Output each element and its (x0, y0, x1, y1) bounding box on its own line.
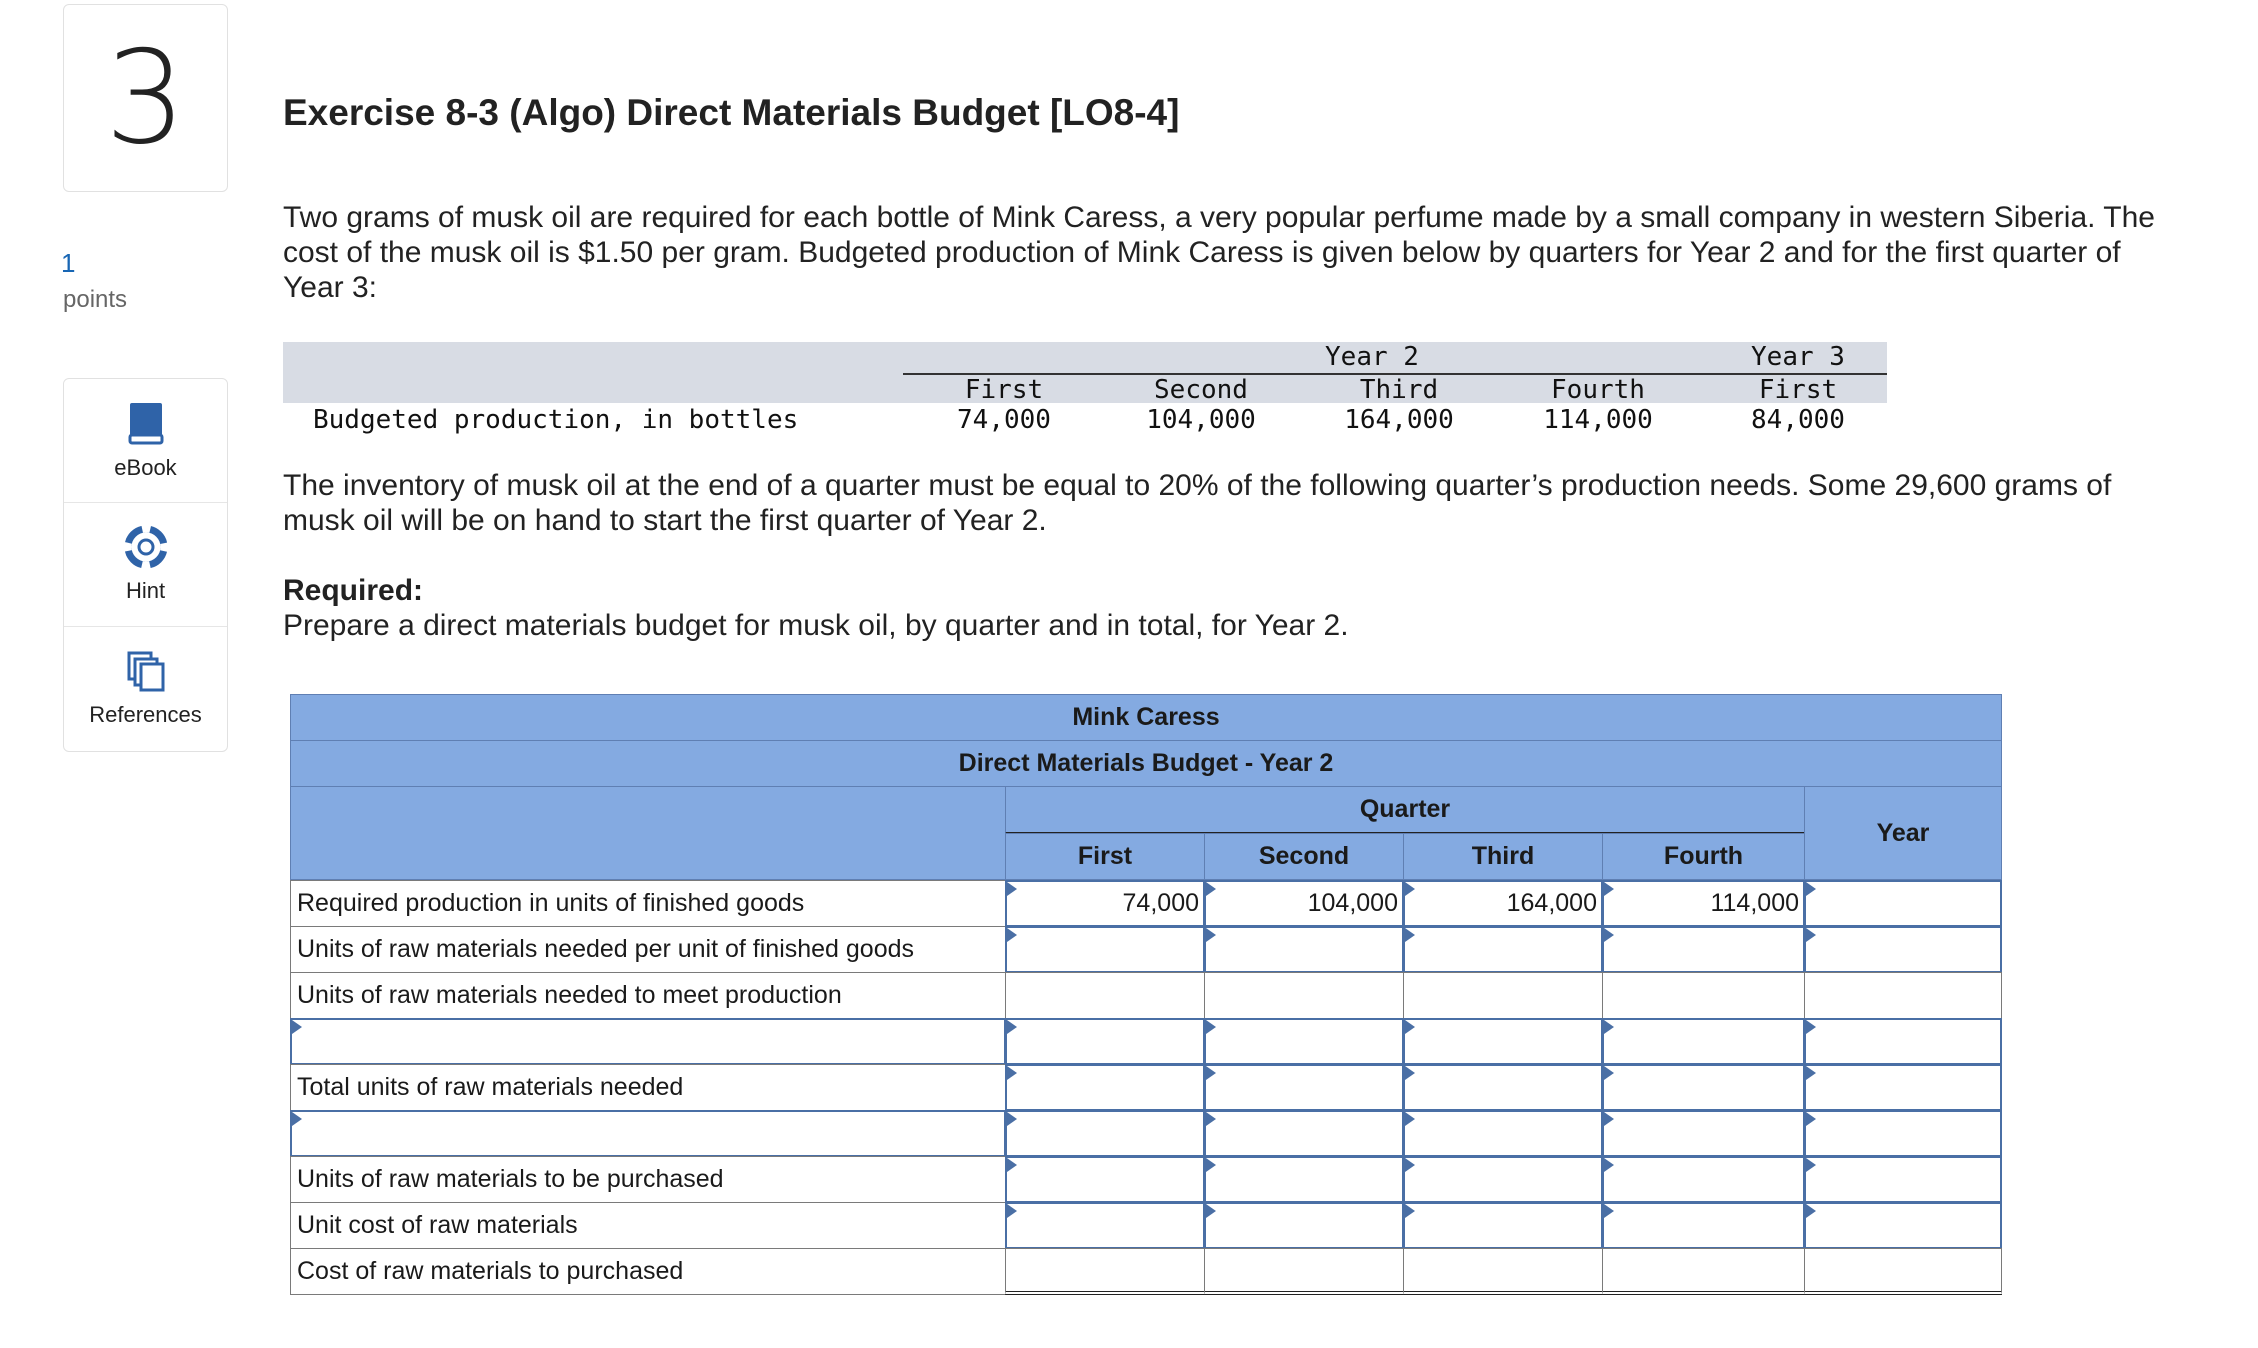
ebook-label: eBook (114, 454, 177, 480)
quarter-header: Third (1359, 375, 1439, 405)
input-cell[interactable] (1403, 1156, 1603, 1203)
input-cell[interactable] (1204, 1202, 1404, 1249)
question-number: 3 (63, 4, 228, 192)
input-cell[interactable] (1804, 1018, 2002, 1065)
row-label-input[interactable] (290, 1110, 1006, 1157)
input-cell[interactable] (1204, 926, 1404, 973)
quarter-header: Second (1154, 375, 1248, 405)
year3-header: Year 3 (1751, 342, 1845, 372)
column-header: Fourth (1602, 833, 1805, 880)
column-header: Third (1403, 833, 1603, 880)
input-cell[interactable] (1602, 1018, 1805, 1065)
quarter-header: First (1758, 375, 1838, 405)
input-cell[interactable] (1602, 1110, 1805, 1157)
input-cell[interactable] (1204, 1110, 1404, 1157)
direct-materials-budget (290, 694, 2002, 1294)
input-cell[interactable] (1005, 1064, 1205, 1111)
book-icon (126, 401, 166, 445)
column-header: First (1005, 833, 1205, 880)
computed-cell (1403, 972, 1603, 1019)
input-cell[interactable] (1804, 1110, 2002, 1157)
computed-cell (1602, 972, 1805, 1019)
input-cell[interactable] (1804, 1156, 2002, 1203)
production-value: 164,000 (1344, 405, 1454, 435)
input-cell[interactable] (1204, 1156, 1404, 1203)
label-header-blank (290, 786, 1006, 880)
input-cell[interactable] (1403, 1202, 1603, 1249)
required-text: Prepare a direct materials budget for musk oil, by quarter and in total, for Year 2. (283, 609, 1349, 642)
input-cell[interactable] (1403, 1110, 1603, 1157)
inventory-paragraph: The inventory of musk oil at the end of a quarter must be equal to 20% of the following quarter’s production needs. Some 29,600 grams of musk oil will be on hand to start the first quarter of Year 2. (283, 469, 2112, 537)
computed-cell (1204, 1248, 1404, 1295)
points-value: 1 (61, 248, 76, 278)
production-row-label: Budgeted production, in bottles (313, 405, 799, 435)
input-cell[interactable] (1005, 1202, 1205, 1249)
computed-cell (1804, 972, 2002, 1019)
row-label: Units of raw materials to be purchased (290, 1156, 1006, 1203)
required-label: Required: (283, 574, 424, 607)
intro-paragraph: Two grams of musk oil are required for each bottle of Mink Caress, a very popular perfume made by a small company in western Siberia. The cost of the musk oil is $1.50 per gram. Budgeted production of Mink Caress is given below by quarters for Year 2 and for the first quarter of Year 3: (283, 201, 2155, 304)
input-cell[interactable] (1005, 1110, 1205, 1157)
computed-cell (1204, 972, 1404, 1019)
input-cell[interactable] (1204, 1064, 1404, 1111)
input-cell[interactable] (1005, 1156, 1205, 1203)
quarter-header: First (964, 375, 1044, 405)
input-cell[interactable] (1602, 1064, 1805, 1111)
production-value: 104,000 (1146, 405, 1256, 435)
year2-header: Year 2 (1325, 342, 1419, 372)
hint-button[interactable] (64, 503, 227, 627)
quarter-header: Quarter (1005, 786, 1805, 834)
points-label: points (63, 286, 128, 313)
lifebuoy-icon (125, 526, 167, 568)
input-cell[interactable] (1602, 1202, 1805, 1249)
input-cell[interactable] (1804, 1064, 2002, 1111)
input-cell[interactable] (1403, 1018, 1603, 1065)
quarter-header: Fourth (1551, 375, 1645, 405)
row-label-input[interactable] (290, 1018, 1006, 1065)
input-cell[interactable]: 74,000 (1005, 880, 1205, 927)
row-label: Cost of raw materials to purchased (290, 1248, 1006, 1295)
row-label: Units of raw materials needed to meet production (290, 972, 1006, 1019)
computed-cell (1403, 1248, 1603, 1295)
row-label: Required production in units of finished goods (290, 880, 1006, 927)
input-cell[interactable] (1804, 926, 2002, 973)
input-cell[interactable] (1005, 1018, 1205, 1065)
input-cell[interactable] (1403, 1064, 1603, 1111)
references-button[interactable] (64, 627, 227, 751)
input-cell[interactable]: 104,000 (1204, 880, 1404, 927)
input-cell[interactable]: 164,000 (1403, 880, 1603, 927)
row-label: Units of raw materials needed per unit of finished goods (290, 926, 1006, 973)
computed-cell (1005, 972, 1205, 1019)
computed-cell (1602, 1248, 1805, 1295)
production-table (283, 342, 1887, 435)
computed-cell (1804, 1248, 2002, 1295)
computed-cell (1005, 1248, 1205, 1295)
row-label: Unit cost of raw materials (290, 1202, 1006, 1249)
row-label: Total units of raw materials needed (290, 1064, 1006, 1111)
production-value: 114,000 (1543, 405, 1653, 435)
year-header: Year (1804, 786, 2002, 880)
input-cell[interactable] (1602, 926, 1805, 973)
input-cell[interactable] (1403, 926, 1603, 973)
ebook-button[interactable] (64, 379, 227, 503)
tools-panel (63, 378, 228, 752)
input-cell[interactable]: 114,000 (1602, 880, 1805, 927)
production-value: 84,000 (1751, 405, 1845, 435)
references-label: References (89, 702, 202, 727)
column-header: Second (1204, 833, 1404, 880)
exercise-title: Exercise 8-3 (Algo) Direct Materials Budget [LO8-4] (283, 92, 1180, 133)
input-cell[interactable] (1804, 880, 2002, 927)
budget-title: Direct Materials Budget - Year 2 (290, 740, 2002, 787)
input-cell[interactable] (1005, 926, 1205, 973)
input-cell[interactable] (1204, 1018, 1404, 1065)
copy-icon (126, 650, 166, 692)
hint-label: Hint (125, 577, 166, 603)
company-header: Mink Caress (290, 694, 2002, 741)
input-cell[interactable] (1602, 1156, 1805, 1203)
input-cell[interactable] (1804, 1202, 2002, 1249)
production-value: 74,000 (957, 405, 1051, 435)
